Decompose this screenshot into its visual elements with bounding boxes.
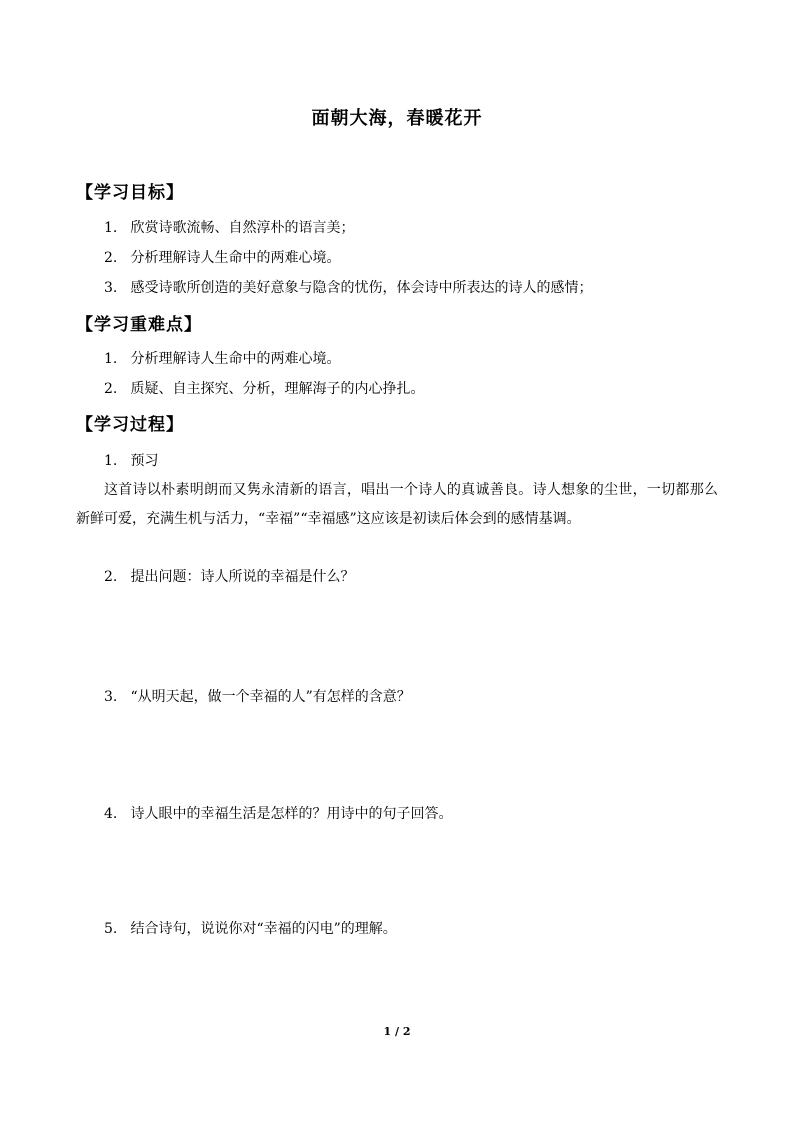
preview-number: 1. <box>104 453 118 469</box>
key-point-item-number: 1. <box>104 351 118 367</box>
question-text: “从明天起，做一个幸福的人”有怎样的含意？ <box>130 689 411 705</box>
question-item-3 <box>104 688 411 706</box>
preview-label <box>104 452 158 470</box>
question-text: 诗人眼中的幸福生活是怎样的？用诗中的句子回答。 <box>130 806 453 822</box>
goal-item-text: 感受诗歌所创造的美好意象与隐含的忧伤，体会诗中所表达的诗人的感情； <box>130 280 593 296</box>
goal-item-2 <box>104 249 340 267</box>
goal-item-number: 2. <box>104 250 118 266</box>
question-number: 4. <box>104 806 118 822</box>
key-point-item-1 <box>104 350 340 368</box>
goal-item-text: 欣赏诗歌流畅、自然淳朴的语言美； <box>130 220 355 236</box>
question-item-2 <box>104 568 354 586</box>
question-number: 3. <box>104 689 118 705</box>
section-heading-goals: 【学习目标】 <box>76 183 184 203</box>
key-point-item-number: 2. <box>104 381 118 397</box>
key-point-item-text: 质疑、自主探究、分析，理解海子的内心挣扎。 <box>130 381 425 397</box>
preview-paragraph: 这首诗以朴素明朗而又隽永清新的语言，唱出一个诗人的真诚善良。诗人想象的尘世，一切都那么新鲜可爱，充满生机与活力，“幸福”“幸福感”这应该是初读后体会到的感情基调。 <box>76 482 718 527</box>
question-text: 提出问题：诗人所说的幸福是什么？ <box>130 569 355 585</box>
key-point-item-text: 分析理解诗人生命中的两难心境。 <box>130 351 341 367</box>
goal-item-text: 分析理解诗人生命中的两难心境。 <box>130 250 341 266</box>
goal-item-3 <box>104 279 592 297</box>
question-number: 2. <box>104 569 118 585</box>
goal-item-number: 1. <box>104 220 118 236</box>
question-item-5 <box>104 920 397 938</box>
document-title: 面朝大海，春暖花开 <box>311 108 483 129</box>
question-text: 结合诗句，说说你对“幸福的闪电”的理解。 <box>130 921 397 937</box>
section-heading-key-points: 【学习重难点】 <box>76 315 202 335</box>
goal-item-number: 3. <box>104 280 118 296</box>
question-number: 5. <box>104 921 118 937</box>
goal-item-1 <box>104 219 354 237</box>
preview-text: 预习 <box>130 453 159 469</box>
page-indicator: 1 / 2 <box>383 1025 411 1038</box>
section-heading-process: 【学习过程】 <box>76 415 184 435</box>
question-item-4 <box>104 805 452 823</box>
key-point-item-2 <box>104 380 424 398</box>
